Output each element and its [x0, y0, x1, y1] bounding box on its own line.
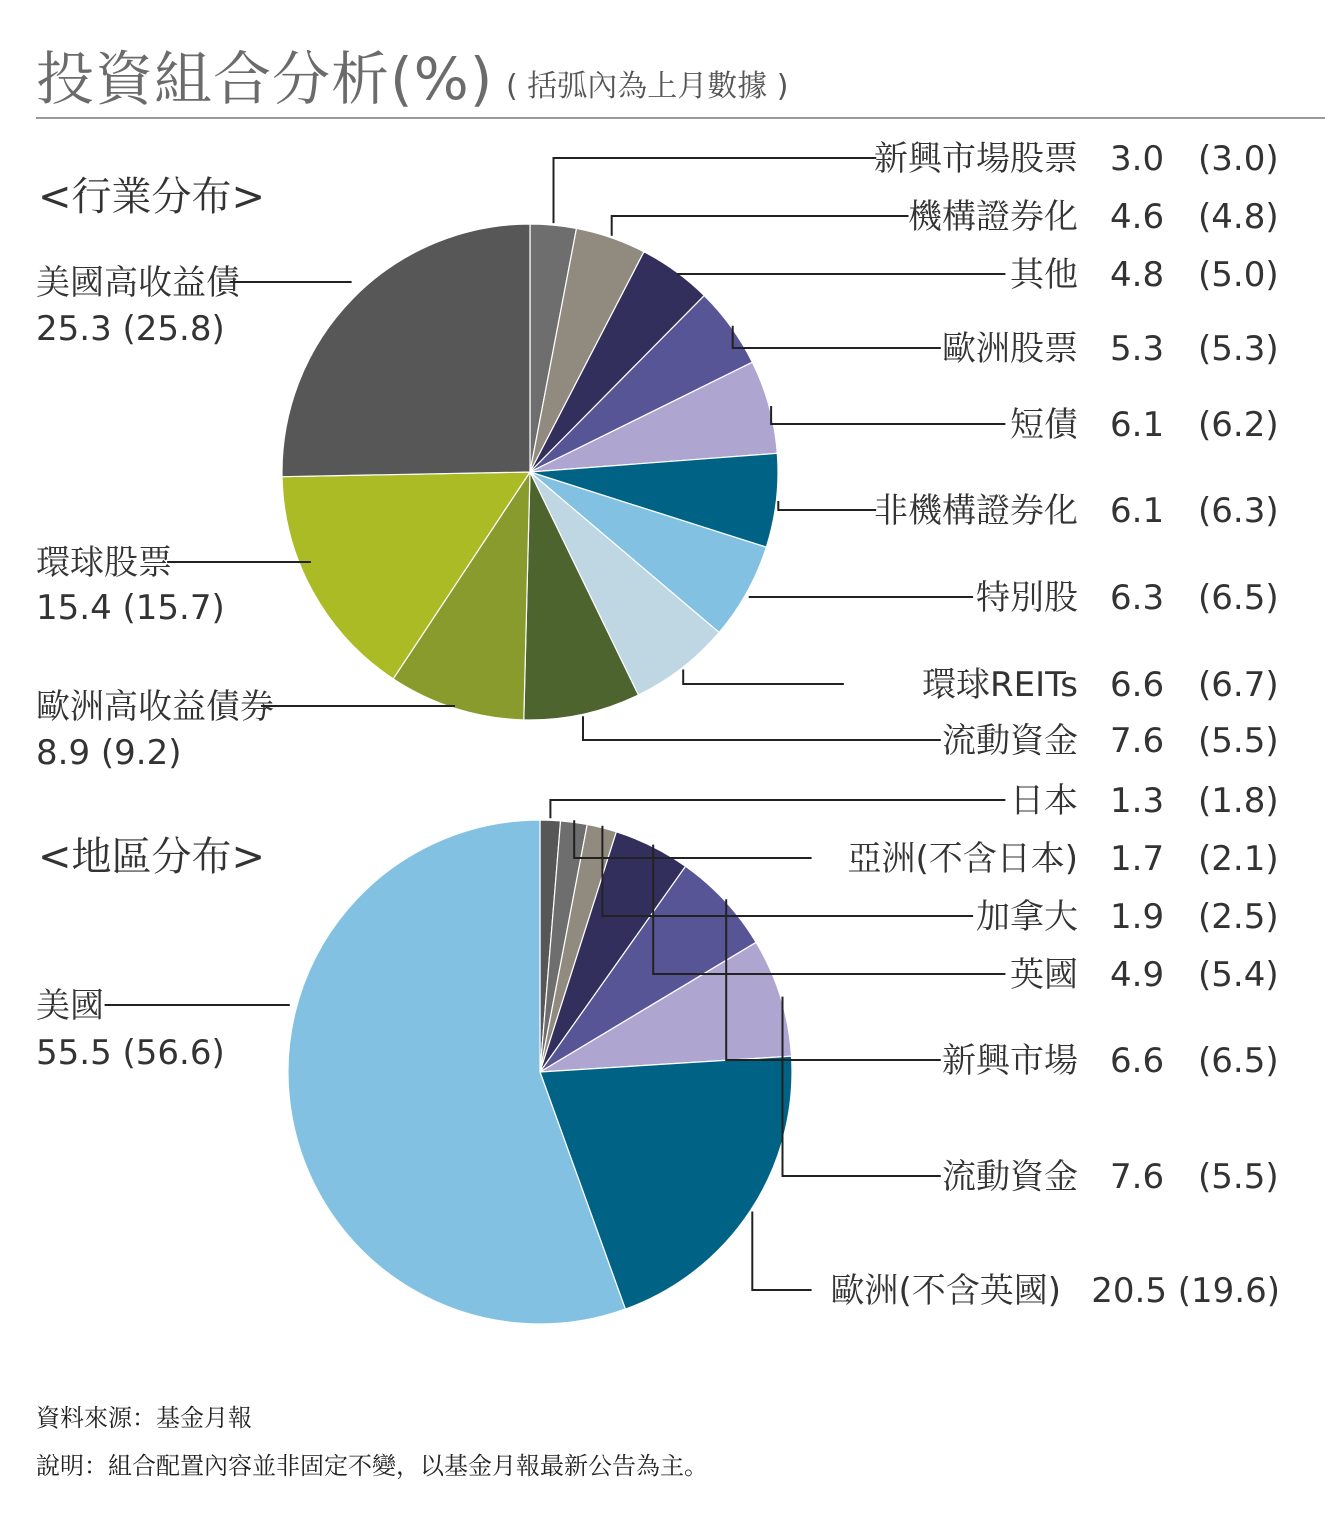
slice-label: 非機構證券化: [874, 491, 1078, 531]
slice-label: 環球REITs: [922, 665, 1078, 705]
slice-label: 新興市場: [942, 1041, 1078, 1081]
slice-previous-value: (5.5): [1198, 1157, 1279, 1197]
page-title: 投資組合分析(%): [36, 45, 494, 113]
leader-line: [683, 670, 844, 685]
slice-label: 美國高收益債: [36, 263, 240, 303]
slice-value: 55.5 (56.6): [36, 1033, 225, 1073]
slice-label: 加拿大: [976, 897, 1078, 937]
slice-value: 4.8: [1110, 255, 1165, 295]
slice-value: 1.9: [1110, 897, 1165, 937]
sector-pie-chart: [36, 139, 1279, 773]
page-subtitle: ( 括弧內為上月數據 ): [506, 69, 789, 104]
slice-label: 流動資金: [942, 721, 1078, 761]
leader-line: [554, 158, 877, 223]
slice-previous-value: (6.5): [1198, 1041, 1279, 1081]
slice-value: 7.6: [1110, 1157, 1165, 1197]
slice-label: 歐洲(不含英國): [830, 1271, 1061, 1311]
slice-previous-value: (1.8): [1198, 781, 1279, 821]
slice-value: 4.6: [1110, 197, 1165, 237]
leader-line: [550, 800, 1005, 818]
slice-previous-value: (5.5): [1198, 721, 1279, 761]
slice-value: 6.1: [1110, 405, 1165, 445]
slice-value: 15.4 (15.7): [36, 588, 225, 628]
slice-label: 機構證券化: [908, 197, 1078, 237]
slice-label: 新興市場股票: [874, 139, 1078, 179]
slice-value: 7.6: [1110, 721, 1165, 761]
slice-label: 美國: [36, 986, 104, 1026]
slice-value: 4.9: [1110, 955, 1165, 995]
chart-title: <地區分布>: [38, 834, 266, 880]
region-pie-chart: [36, 781, 1280, 1324]
slice-label: 英國: [1010, 955, 1078, 995]
slice-value: 5.3: [1110, 329, 1165, 369]
leader-line: [612, 216, 909, 236]
slice-label: 特別股: [976, 578, 1078, 618]
leader-line: [771, 406, 1005, 424]
disclaimer-note: 說明：組合配置內容並非固定不變，以基金月報最新公告為主。: [36, 1452, 708, 1480]
slice-value: 3.0: [1110, 139, 1165, 179]
leader-line: [783, 997, 941, 1176]
slice-value: 6.6: [1110, 665, 1165, 705]
slice-previous-value: (6.7): [1198, 665, 1279, 705]
slice-value: 1.7: [1110, 839, 1165, 879]
chart-title: <行業分布>: [38, 174, 266, 220]
slice-label: 流動資金: [942, 1157, 1078, 1197]
slice-previous-value: (5.3): [1198, 329, 1279, 369]
slice-value: 25.3 (25.8): [36, 309, 225, 349]
slice-value: 6.3: [1110, 578, 1165, 618]
source-note: 資料來源：基金月報: [36, 1404, 252, 1432]
slice-previous-value: (2.1): [1198, 839, 1279, 879]
pie-slice: [282, 224, 530, 477]
slice-label: 歐洲股票: [942, 329, 1078, 369]
slice-previous-value: (5.4): [1198, 955, 1279, 995]
slice-label: 環球股票: [36, 543, 172, 583]
slice-previous-value: (6.5): [1198, 578, 1279, 618]
slice-label: 其他: [1010, 255, 1078, 295]
leader-line: [778, 501, 876, 510]
slice-previous-value: (3.0): [1198, 139, 1279, 179]
slice-value: 6.6: [1110, 1041, 1165, 1081]
slice-value: 6.1: [1110, 491, 1165, 531]
slice-value: 20.5 (19.6): [1091, 1271, 1280, 1311]
slice-previous-value: (4.8): [1198, 197, 1279, 237]
slice-label: 亞洲(不含日本): [847, 839, 1078, 879]
slice-label: 歐洲高收益債券: [36, 687, 274, 727]
slice-value: 1.3: [1110, 781, 1165, 821]
leader-line: [752, 1212, 811, 1291]
leader-line: [583, 716, 941, 740]
slice-previous-value: (5.0): [1198, 255, 1279, 295]
slice-label: 短債: [1010, 405, 1078, 445]
slice-previous-value: (6.3): [1198, 491, 1279, 531]
leader-line: [733, 326, 941, 348]
slice-value: 8.9 (9.2): [36, 733, 182, 773]
slice-previous-value: (6.2): [1198, 405, 1279, 445]
slice-label: 日本: [1010, 781, 1078, 821]
slice-previous-value: (2.5): [1198, 897, 1279, 937]
